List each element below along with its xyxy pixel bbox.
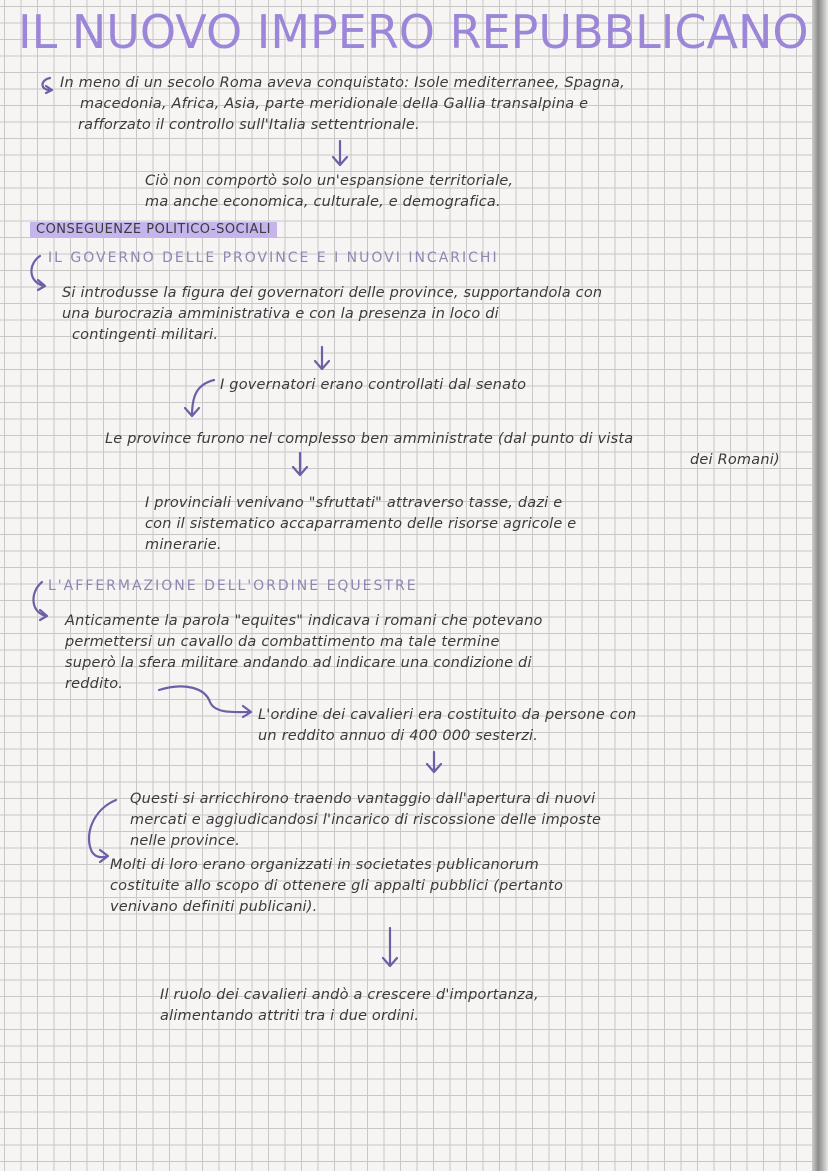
- down-arrow-icon: [330, 139, 350, 169]
- intro-line: macedonia, Africa, Asia, parte meridionale della Gallia transalpina e: [80, 96, 589, 112]
- paragraph-line: Questi si arricchirono traendo vantaggio dall'apertura di nuovi: [130, 791, 596, 807]
- subheading: L'AFFERMAZIONE DELL'ORDINE EQUESTRE: [48, 578, 418, 594]
- paragraph-line: contingenti militari.: [72, 327, 219, 343]
- paragraph-line: reddito.: [65, 676, 124, 692]
- paragraph-line: nelle province.: [130, 833, 241, 849]
- curved-arrow-icon: [155, 682, 255, 722]
- intro-line: rafforzato il controllo sull'Italia settentrionale.: [78, 117, 420, 133]
- paragraph-line: I provinciali venivano "sfruttati" attraverso tasse, dazi e: [145, 495, 563, 511]
- consequence-line: ma anche economica, culturale, e demografica.: [145, 194, 501, 210]
- paragraph-line: venivano definiti publicani).: [110, 899, 318, 915]
- paragraph-line: permettersi un cavallo da combattimento ma tale termine: [65, 634, 500, 650]
- consequence-line: Ciò non comportò solo un'espansione territoriale,: [145, 173, 514, 189]
- subheading: IL GOVERNO DELLE PROVINCE E I NUOVI INCARICHI: [48, 250, 499, 266]
- curved-arrow-icon: [28, 578, 58, 628]
- section-heading-highlighted: CONSEGUENZE POLITICO-SOCIALI: [30, 222, 277, 238]
- down-arrow-icon: [290, 451, 310, 481]
- paragraph-line: una burocrazia amministrativa e con la presenza in loco di: [62, 306, 499, 322]
- down-arrow-icon: [424, 750, 444, 776]
- paragraph-line: I governatori erano controllati dal senato: [220, 377, 527, 393]
- curved-arrow-icon: [26, 252, 56, 297]
- paragraph-line: costituite allo scopo di ottenere gli appalti pubblici (pertanto: [110, 878, 564, 894]
- paragraph-line: Il ruolo dei cavalieri andò a crescere d'importanza,: [160, 987, 539, 1003]
- paragraph-line: L'ordine dei cavalieri era costituito da persone con: [258, 707, 637, 723]
- paragraph-line: Si introdusse la figura dei governatori delle province, supportandola con: [62, 285, 603, 301]
- intro-line: In meno di un secolo Roma aveva conquistato: Isole mediterranee, Spagna,: [60, 75, 625, 91]
- paragraph-line: mercati e aggiudicandosi l'incarico di riscossione delle imposte: [130, 812, 602, 828]
- down-arrow-icon: [380, 926, 400, 972]
- down-arrow-icon: [312, 345, 332, 373]
- paragraph-line: Molti di loro erano organizzati in societates publicanorum: [110, 857, 539, 873]
- paragraph-line: Anticamente la parola "equites" indicava i romani che potevano: [65, 613, 543, 629]
- page-title: IL NUOVO IMPERO REPUBBLICANO: [18, 5, 809, 59]
- paragraph-line: un reddito annuo di 400 000 sesterzi.: [258, 728, 539, 744]
- curved-arrow-icon: [178, 374, 218, 424]
- curved-arrow-icon: [40, 76, 60, 96]
- notebook-edge: [812, 0, 828, 1171]
- paragraph-line: minerarie.: [145, 537, 222, 553]
- paragraph-line: alimentando attriti tra i due ordini.: [160, 1008, 420, 1024]
- paragraph-line: Le province furono nel complesso ben amministrate (dal punto di vista: [105, 431, 634, 447]
- paragraph-line: superò la sfera militare andando ad indicare una condizione di: [65, 655, 532, 671]
- paragraph-line: con il sistematico accaparramento delle risorse agricole e: [145, 516, 577, 532]
- paragraph-line: dei Romani): [690, 452, 780, 468]
